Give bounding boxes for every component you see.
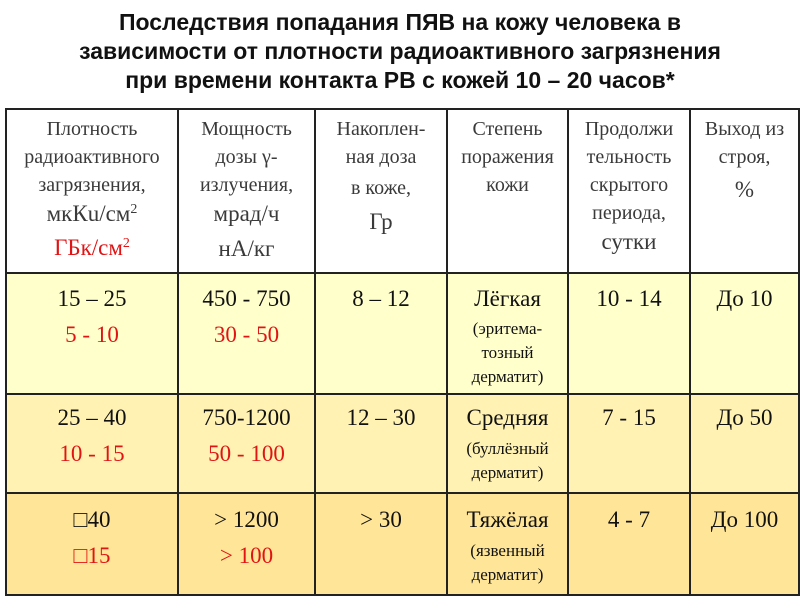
cell-accumulated-dose <box>315 493 447 595</box>
header-line: кожи <box>486 174 529 196</box>
cell-skin-damage <box>447 493 568 595</box>
header-incapacitation <box>690 109 799 273</box>
cell-accumulated-dose <box>315 273 447 394</box>
accumulated-dose-value: 8 – 12 <box>352 286 410 311</box>
cell-latent-period <box>568 273 690 394</box>
accumulated-dose-value: > 30 <box>360 507 402 532</box>
latent-period-value: 4 - 7 <box>607 507 651 532</box>
header-line: Выход из <box>704 118 785 140</box>
header-line: ная доза <box>345 146 417 168</box>
header-contamination-density <box>6 109 178 273</box>
cell-dose-rate <box>178 273 315 394</box>
severity-note-line: дерматит) <box>471 463 544 482</box>
header-accumulated-skin-dose <box>315 109 447 273</box>
header-line: радиоактивного <box>24 146 160 168</box>
header-unit-days: сутки <box>601 229 657 254</box>
header-unit-na-per-kg: нА/кг <box>218 236 275 261</box>
header-gamma-dose-rate <box>178 109 315 273</box>
density-gigabecquerel-value: □15 <box>73 543 111 568</box>
cell-incapacitation <box>690 493 799 595</box>
header-line: тельность <box>586 146 672 168</box>
incapacitation-value: До 10 <box>716 286 773 311</box>
header-line: поражения <box>461 146 554 168</box>
table-row <box>6 394 799 493</box>
severity-label: Средняя <box>466 405 549 430</box>
dose-rate-mrad-value: 750-1200 <box>202 405 291 430</box>
density-gigabecquerel-value: 10 - 15 <box>59 441 125 466</box>
header-latent-period <box>568 109 690 273</box>
header-line: Плотность <box>46 118 138 140</box>
cell-skin-damage <box>447 273 568 394</box>
header-line: Продолжи <box>584 118 674 140</box>
dose-rate-mrad-value: 450 - 750 <box>202 286 291 311</box>
title-line: зависимости от плотности радиоактивного загрязнения <box>79 38 721 64</box>
header-line: Степень <box>472 118 543 140</box>
dose-rate-na-value: 30 - 50 <box>213 322 280 347</box>
cell-dose-rate <box>178 394 315 493</box>
unit-superscript: 2 <box>130 202 138 217</box>
cell-contamination-density <box>6 493 178 595</box>
header-unit-percent: % <box>734 177 755 202</box>
severity-label: Лёгкая <box>474 286 541 311</box>
dose-rate-na-value: > 100 <box>219 543 274 568</box>
density-microcurie-value: 25 – 40 <box>57 405 127 430</box>
accumulated-dose-value: 12 – 30 <box>346 405 416 430</box>
severity-note-line: дерматит) <box>471 565 544 584</box>
table-row <box>6 273 799 394</box>
unit-superscript: 2 <box>122 236 130 251</box>
header-line: строя, <box>718 146 771 168</box>
severity-note-line: дерматит) <box>471 367 544 386</box>
header-unit-mrad-per-hour: мрад/ч <box>213 201 280 226</box>
cell-contamination-density <box>6 273 178 394</box>
header-line: Накоплен- <box>336 118 426 140</box>
cell-accumulated-dose <box>315 394 447 493</box>
header-row <box>6 109 799 273</box>
header-line: Мощность <box>201 118 292 140</box>
header-line: в коже, <box>350 177 412 199</box>
header-line: загрязнения, <box>38 174 146 196</box>
skin-damage-table <box>5 108 800 596</box>
header-unit-gray: Гр <box>369 209 393 234</box>
header-unit-microcurie <box>7 199 177 233</box>
unit-text: ГБк/см <box>54 235 123 260</box>
density-microcurie-value: □40 <box>73 507 111 532</box>
cell-latent-period <box>568 394 690 493</box>
slide-title <box>0 8 800 95</box>
dose-rate-mrad-value: > 1200 <box>214 507 279 532</box>
incapacitation-value: До 100 <box>710 507 779 532</box>
cell-latent-period <box>568 493 690 595</box>
cell-dose-rate <box>178 493 315 595</box>
unit-text: мкКu/см <box>46 201 131 226</box>
density-gigabecquerel-value: 5 - 10 <box>65 322 119 347</box>
cell-skin-damage <box>447 394 568 493</box>
incapacitation-value: До 50 <box>716 405 773 430</box>
header-line: дозы γ- <box>215 146 278 168</box>
severity-note-line: (язвенный <box>470 541 545 560</box>
title-line: Последствия попадания ПЯВ на кожу человека в <box>118 9 681 35</box>
header-line: скрытого <box>589 174 669 196</box>
table-row <box>6 493 799 595</box>
severity-note-line: тозный <box>481 343 534 362</box>
cell-incapacitation <box>690 394 799 493</box>
title-line: при времени контакта РВ с кожей 10 – 20 часов* <box>125 67 675 93</box>
cell-incapacitation <box>690 273 799 394</box>
header-skin-damage-degree <box>447 109 568 273</box>
severity-note-line: (буллёзный <box>466 439 549 458</box>
latent-period-value: 10 - 14 <box>596 286 662 311</box>
dose-rate-na-value: 50 - 100 <box>208 441 285 466</box>
header-unit-gigabecquerel <box>7 233 177 267</box>
severity-label: Тяжёлая <box>466 507 549 532</box>
cell-contamination-density <box>6 394 178 493</box>
header-line: излучения, <box>199 174 294 196</box>
density-microcurie-value: 15 – 25 <box>57 286 127 311</box>
latent-period-value: 7 - 15 <box>602 405 656 430</box>
severity-note-line: (эритема- <box>472 319 543 338</box>
header-line: периода, <box>592 202 666 224</box>
